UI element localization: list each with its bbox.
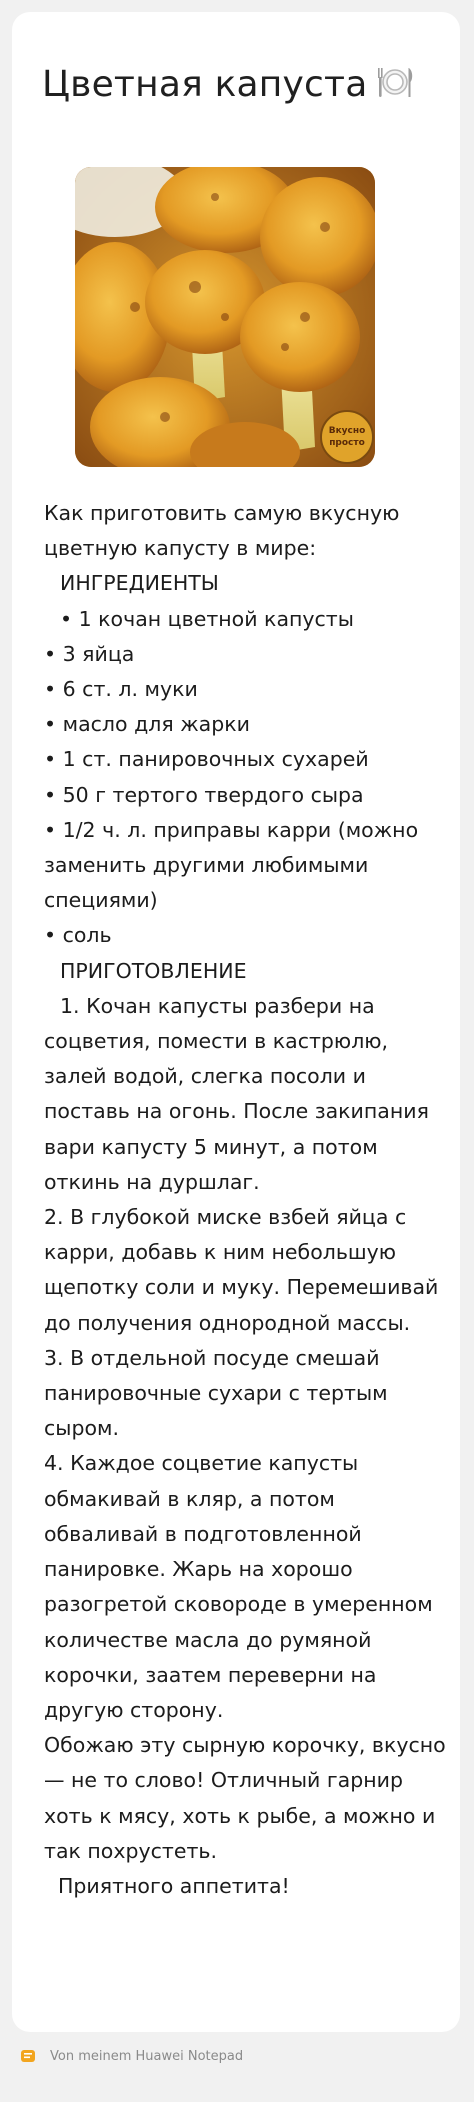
step-line: обмакивай в кляр, а потом [44, 1486, 335, 1511]
note-line: так похрустеть. [44, 1838, 217, 1863]
note-line: хоть к мясу, хоть к рыбе, а можно и [44, 1803, 436, 1828]
ingredient-item: • 6 ст. л. муки [44, 677, 198, 702]
note-body [44, 496, 454, 1904]
ingredient-item: • 1 кочан цветной капусты [60, 606, 354, 631]
note-line: — не то слово! Отличный гарнир [44, 1768, 403, 1793]
step-line: щепотку соли и муку. Перемешивай [44, 1275, 439, 1300]
step-line: 3. В отдельной посуде смешай [44, 1345, 380, 1370]
footer [20, 2046, 243, 2066]
step-line: сыром. [44, 1416, 119, 1441]
plate-cutlery-icon [375, 65, 415, 108]
note-line: заменить другими любимыми [44, 853, 369, 878]
closing-line: Приятного аппетита! [58, 1873, 290, 1898]
step-line: обваливай в подготовленной [44, 1521, 362, 1546]
ingredient-item: • 50 г тертого твердого сыра [44, 782, 364, 807]
step-line: откинь на дуршлаг. [44, 1169, 260, 1194]
ingredient-item: • масло для жарки [44, 712, 250, 737]
note-title [42, 64, 415, 108]
step-line: 4. Каждое соцветие капусты [44, 1451, 359, 1476]
step-line: количестве масла до румяной [44, 1627, 372, 1652]
badge-line-1: Вкусно [328, 426, 366, 436]
step-line: корочки, заатем переверни на [44, 1662, 377, 1687]
step-line: 1. Кочан капусты разбери на [60, 993, 375, 1018]
note-card [12, 12, 460, 2032]
step-line: вари капусту 5 минут, а потом [44, 1134, 378, 1159]
step-line: до получения однородной массы. [44, 1310, 411, 1335]
ingredient-item: • 3 яйца [44, 641, 135, 666]
badge-line-2: просто [329, 438, 365, 448]
footer-text: Von meinem Huawei Notepad [50, 2048, 244, 2064]
step-line: панировочные сухари с тертым [44, 1381, 388, 1406]
note-line: специями) [44, 888, 158, 913]
section-heading-preparation: ПРИГОТОВЛЕНИЕ [60, 958, 247, 983]
notepad-app-icon [20, 2048, 36, 2064]
step-line: 2. В глубокой миске взбей яйца с [44, 1205, 407, 1230]
step-line: поставь на огонь. После закипания [44, 1099, 429, 1124]
section-heading-ingredients: ИНГРЕДИЕНТЫ [60, 571, 219, 596]
ingredient-item: • соль [44, 923, 112, 948]
step-line: разогретой сковороде в умеренном [44, 1592, 433, 1617]
step-line: панировке. Жарь на хорошо [44, 1557, 353, 1582]
step-line: карри, добавь к ним небольшую [44, 1240, 397, 1265]
ingredient-item: • 1 ст. панировочных сухарей [44, 747, 369, 772]
note-line: Обожаю эту сырную корочку, вкусно [44, 1733, 446, 1758]
recipe-photo [75, 167, 375, 467]
step-line: другую сторону. [44, 1697, 224, 1722]
note-line: Как приготовить самую вкусную [44, 501, 400, 525]
step-line: залей водой, слегка посоли и [44, 1064, 366, 1089]
note-title-text: Цветная капуста [42, 64, 368, 105]
ingredient-item: • 1/2 ч. л. приправы карри (можно [44, 817, 419, 842]
note-line: цветную капусту в мире: [44, 536, 317, 561]
step-line: соцветия, помести в кастрюлю, [44, 1029, 389, 1054]
